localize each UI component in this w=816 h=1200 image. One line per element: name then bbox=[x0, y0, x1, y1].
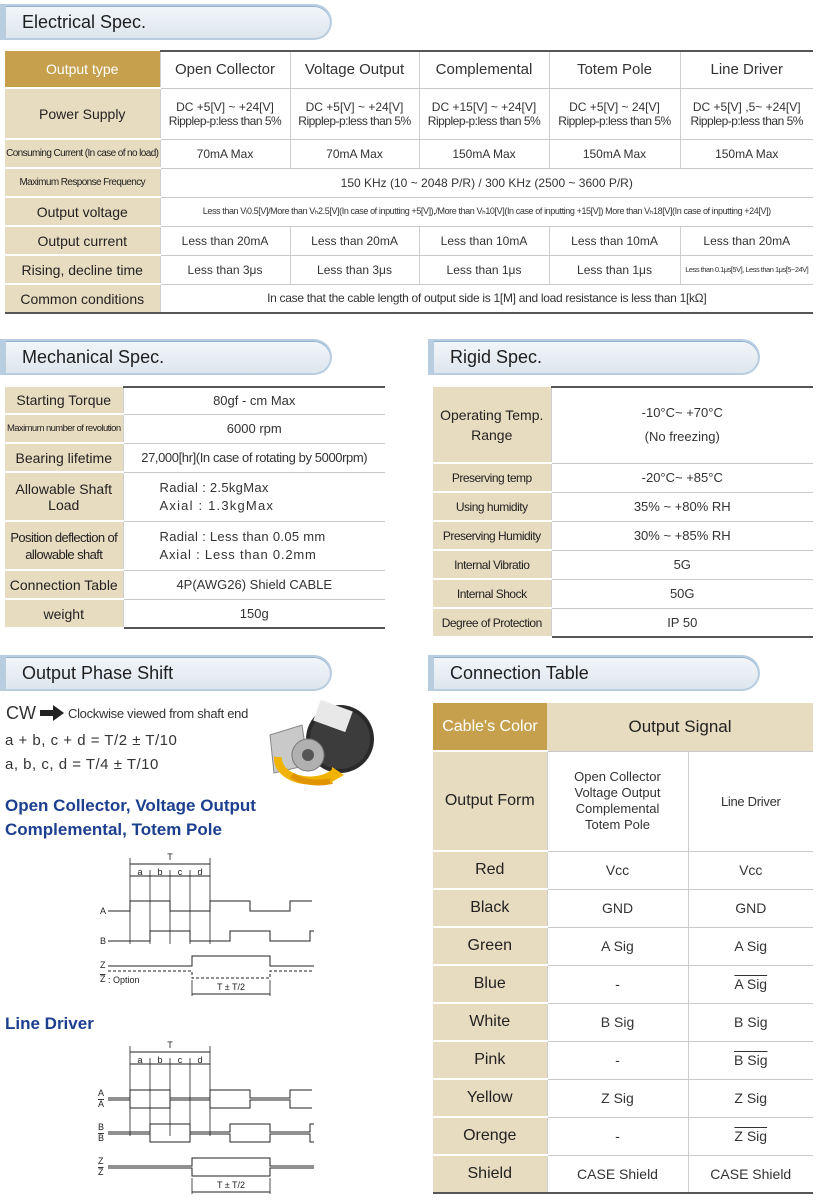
color-white: White bbox=[433, 1003, 547, 1041]
sig-a-label: A bbox=[100, 906, 107, 916]
power-supply-value: DC +5[V] ~ +24[V] Ripplep-p:less than 5% bbox=[290, 88, 419, 139]
power-supply-value: DC +5[V] ~ 24[V] Ripplep-p:less than 5% bbox=[549, 88, 680, 139]
sig-z-label: Z bbox=[98, 1156, 104, 1166]
signal-cell-inverted: Z Sig bbox=[688, 1117, 813, 1155]
signal-cell: - bbox=[547, 965, 688, 1003]
sig-bbar-label: B bbox=[98, 1133, 105, 1143]
connection-table-label: Connection Table bbox=[5, 570, 123, 599]
internal-shock-label: Internal Shock bbox=[433, 579, 551, 608]
output-current-value: Less than 20mA bbox=[680, 226, 813, 255]
output-current-value: Less than 20mA bbox=[160, 226, 290, 255]
internal-vibration-label: Internal Vibratio bbox=[433, 550, 551, 579]
weight-value: 150g bbox=[123, 599, 385, 628]
formula-2: a, b, c, d = T/4 ± T/10 bbox=[5, 756, 159, 773]
common-conditions-value: In case that the cable length of output side is 1[M] and load resistance is less than 1[kΩ] bbox=[160, 284, 813, 313]
position-deflection-value: Radial : Less than 0.05 mm Axial : Less than 0.2mm bbox=[123, 521, 385, 570]
electrical-spec-table bbox=[5, 50, 813, 314]
formula-1: a + b, c + d = T/2 ± T/10 bbox=[5, 732, 178, 749]
output-voltage-label: Output voltage bbox=[5, 197, 160, 226]
starting-torque-value: 80gf - cm Max bbox=[123, 387, 385, 414]
signal-cell: Vcc bbox=[688, 851, 813, 889]
cw-description: Clockwise viewed from shaft end bbox=[68, 706, 249, 721]
using-humidity-value: 35% ~ +80% RH bbox=[551, 492, 813, 521]
signal-cell: CASE Shield bbox=[688, 1155, 813, 1193]
color-orange: Orenge bbox=[433, 1117, 547, 1155]
encoder-image bbox=[262, 695, 380, 790]
rigid-spec-table bbox=[433, 386, 813, 638]
consuming-current-value: 150mA Max bbox=[419, 139, 549, 168]
output-signal-header: Output Signal bbox=[547, 703, 813, 751]
starting-torque-label: Starting Torque bbox=[5, 387, 123, 414]
t-label: T bbox=[167, 852, 173, 862]
color-blue: Blue bbox=[433, 965, 547, 1003]
signal-cell: B Sig bbox=[688, 1003, 813, 1041]
consuming-current-label: Consuming Current (In case of no load) bbox=[5, 139, 160, 168]
rising-time-value: Less than 0.1μs[5V], Less than 1μs[5~24V] bbox=[680, 255, 813, 284]
seg-a: a bbox=[137, 867, 143, 877]
max-revolution-label: Maximum number of revolution bbox=[5, 414, 123, 443]
timing-diagram-line-driver bbox=[92, 1036, 332, 1196]
operating-temp-label: Operating Temp. Range bbox=[433, 387, 551, 463]
max-response-frequency-label: Maximum Response Frequency bbox=[5, 168, 160, 197]
max-revolution-value: 6000 rpm bbox=[123, 414, 385, 443]
arrow-right-icon bbox=[40, 705, 64, 726]
internal-shock-value: 50G bbox=[551, 579, 813, 608]
col-line-driver: Line Driver bbox=[680, 51, 813, 88]
option-label: : Option bbox=[108, 975, 140, 985]
output-phase-shift-header: Output Phase Shift bbox=[0, 655, 332, 691]
signal-cell: GND bbox=[688, 889, 813, 927]
signal-cell-inverted: A Sig bbox=[688, 965, 813, 1003]
degree-of-protection-value: IP 50 bbox=[551, 608, 813, 637]
output-form-label: Output Form bbox=[433, 751, 547, 851]
output-form-col1: Open Collector Voltage Output Complemental Totem Pole bbox=[547, 751, 688, 851]
sig-b-label: B bbox=[100, 936, 107, 946]
sig-a-label: A bbox=[98, 1088, 105, 1098]
col-voltage-output: Voltage Output bbox=[290, 51, 419, 88]
electrical-spec-header: Electrical Spec. bbox=[0, 4, 332, 40]
tol-label: T ± T/2 bbox=[216, 982, 246, 992]
rising-time-value: Less than 3μs bbox=[290, 255, 419, 284]
color-red: Red bbox=[433, 851, 547, 889]
output-type-label: Output type bbox=[5, 51, 160, 88]
consuming-current-value: 70mA Max bbox=[290, 139, 419, 168]
bearing-lifetime-value: 27,000[hr](In case of rotating by 5000rpm) bbox=[123, 443, 385, 472]
signal-cell: Z Sig bbox=[688, 1079, 813, 1117]
degree-of-protection-label: Degree of Protection bbox=[433, 608, 551, 637]
internal-vibration-value: 5G bbox=[551, 550, 813, 579]
bearing-lifetime-label: Bearing lifetime bbox=[5, 443, 123, 472]
power-supply-value: DC +5[V] ,5~ +24[V] Ripplep-p:less than 5% bbox=[680, 88, 813, 139]
seg-b: b bbox=[157, 1055, 163, 1065]
connection-table-header: Connection Table bbox=[428, 655, 760, 691]
group2-title: Line Driver bbox=[5, 1014, 94, 1033]
col-totem-pole: Totem Pole bbox=[549, 51, 680, 88]
col-open-collector: Open Collector bbox=[160, 51, 290, 88]
output-voltage-value: Less than Vₗ0.5[V]/More than Vₕ2.5[V](In case of inputting +5[V]),/More than Vₕ10[V](In case of inputting +15[V]) More than Vₕ18[V](In case of inputting +24[V]) bbox=[160, 197, 813, 226]
common-conditions-label: Common conditions bbox=[5, 284, 160, 313]
color-black: Black bbox=[433, 889, 547, 927]
connection-table bbox=[433, 703, 813, 1194]
consuming-current-value: 150mA Max bbox=[549, 139, 680, 168]
preserving-humidity-label: Preserving Humidity bbox=[433, 521, 551, 550]
color-green: Green bbox=[433, 927, 547, 965]
color-shield: Shield bbox=[433, 1155, 547, 1193]
consuming-current-value: 70mA Max bbox=[160, 139, 290, 168]
sig-z-label: Z bbox=[100, 960, 106, 970]
power-supply-label: Power Supply bbox=[5, 88, 160, 139]
seg-b: b bbox=[157, 867, 163, 877]
mechanical-spec-header: Mechanical Spec. bbox=[0, 339, 332, 375]
using-humidity-label: Using humidity bbox=[433, 492, 551, 521]
consuming-current-value: 150mA Max bbox=[680, 139, 813, 168]
signal-cell: A Sig bbox=[688, 927, 813, 965]
signal-cell: A Sig bbox=[547, 927, 688, 965]
signal-cell: Z Sig bbox=[547, 1079, 688, 1117]
output-current-value: Less than 20mA bbox=[290, 226, 419, 255]
cw-label: CW bbox=[6, 703, 36, 723]
sig-zbar-label: Z bbox=[100, 974, 106, 984]
seg-d: d bbox=[197, 1055, 203, 1065]
power-supply-value: DC +5[V] ~ +24[V] Ripplep-p:less than 5% bbox=[160, 88, 290, 139]
signal-cell-inverted: B Sig bbox=[688, 1041, 813, 1079]
signal-cell: B Sig bbox=[547, 1003, 688, 1041]
mechanical-spec-table bbox=[5, 386, 385, 629]
preserving-temp-label: Preserving temp bbox=[433, 463, 551, 492]
rising-time-value: Less than 3μs bbox=[160, 255, 290, 284]
allowable-shaft-load-label: Allowable Shaft Load bbox=[5, 472, 123, 521]
rigid-spec-header: Rigid Spec. bbox=[428, 339, 760, 375]
sig-zbar-label: Z bbox=[98, 1167, 104, 1177]
connection-table-value: 4P(AWG26) Shield CABLE bbox=[123, 570, 385, 599]
seg-c: c bbox=[177, 867, 183, 877]
signal-cell: GND bbox=[547, 889, 688, 927]
signal-cell: - bbox=[547, 1041, 688, 1079]
signal-cell: CASE Shield bbox=[547, 1155, 688, 1193]
operating-temp-value: -10°C~ +70°C (No freezing) bbox=[551, 387, 813, 463]
preserving-humidity-value: 30% ~ +85% RH bbox=[551, 521, 813, 550]
sig-abar-label: A bbox=[98, 1099, 105, 1109]
allowable-shaft-load-value: Radial : 2.5kgMax Axial : 1.3kgMax bbox=[123, 472, 385, 521]
group1-title: Open Collector, Voltage Output Complemental, Totem Pole bbox=[5, 796, 256, 839]
signal-cell: Vcc bbox=[547, 851, 688, 889]
rising-decline-time-label: Rising, decline time bbox=[5, 255, 160, 284]
t-label: T bbox=[167, 1040, 173, 1050]
max-response-frequency-value: 150 KHz (10 ~ 2048 P/R) / 300 KHz (2500 ~ 3600 P/R) bbox=[160, 168, 813, 197]
weight-label: weight bbox=[5, 599, 123, 628]
rising-time-value: Less than 1μs bbox=[549, 255, 680, 284]
sig-b-label: B bbox=[98, 1122, 105, 1132]
color-pink: Pink bbox=[433, 1041, 547, 1079]
rising-time-value: Less than 1μs bbox=[419, 255, 549, 284]
seg-c: c bbox=[177, 1055, 183, 1065]
seg-d: d bbox=[197, 867, 203, 877]
color-yellow: Yellow bbox=[433, 1079, 547, 1117]
output-current-label: Output current bbox=[5, 226, 160, 255]
position-deflection-label: Position deflection of allowable shaft bbox=[5, 521, 123, 570]
cable-color-header: Cable's Color bbox=[433, 703, 547, 751]
signal-cell: - bbox=[547, 1117, 688, 1155]
tol-label: T ± T/2 bbox=[216, 1180, 246, 1190]
seg-a: a bbox=[137, 1055, 143, 1065]
timing-diagram-open-collector bbox=[92, 848, 332, 1000]
output-form-col2: Line Driver bbox=[688, 751, 813, 851]
output-current-value: Less than 10mA bbox=[549, 226, 680, 255]
output-current-value: Less than 10mA bbox=[419, 226, 549, 255]
power-supply-value: DC +15[V] ~ +24[V] Ripplep-p:less than 5% bbox=[419, 88, 549, 139]
col-complemental: Complemental bbox=[419, 51, 549, 88]
preserving-temp-value: -20°C~ +85°C bbox=[551, 463, 813, 492]
